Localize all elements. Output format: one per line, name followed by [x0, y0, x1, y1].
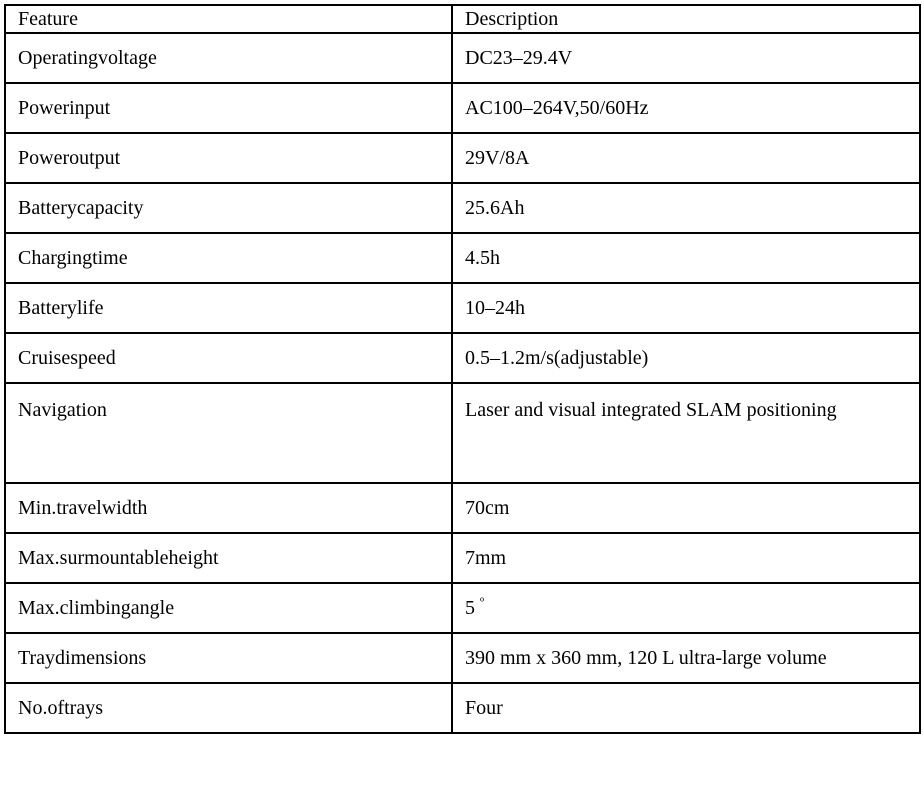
feature-cell: Min.travelwidth [5, 483, 452, 533]
description-cell: DC23–29.4V [452, 33, 920, 83]
table-row [5, 283, 920, 333]
table-header-row [5, 5, 920, 33]
table-row [5, 633, 920, 683]
table-row [5, 333, 920, 383]
table-row [5, 683, 920, 733]
table-row [5, 233, 920, 283]
description-cell: 4.5h [452, 233, 920, 283]
feature-cell: Chargingtime [5, 233, 452, 283]
description-cell: 7mm [452, 533, 920, 583]
specification-table [4, 4, 921, 734]
feature-cell: Cruisespeed [5, 333, 452, 383]
degree-icon: º [480, 594, 485, 610]
feature-cell: No.oftrays [5, 683, 452, 733]
feature-cell: Traydimensions [5, 633, 452, 683]
table-row [5, 483, 920, 533]
description-cell: 0.5–1.2m/s(adjustable) [452, 333, 920, 383]
description-cell: Four [452, 683, 920, 733]
description-cell: 70cm [452, 483, 920, 533]
angle-value: 5 [465, 597, 480, 619]
table-row [5, 383, 920, 483]
description-cell: 10–24h [452, 283, 920, 333]
feature-cell: Batterylife [5, 283, 452, 333]
description-cell: 29V/8A [452, 133, 920, 183]
table-row [5, 133, 920, 183]
feature-cell: Poweroutput [5, 133, 452, 183]
feature-cell: Max.surmountableheight [5, 533, 452, 583]
table-row [5, 83, 920, 133]
description-cell: 390 mm x 360 mm, 120 L ultra-large volume [452, 633, 920, 683]
feature-cell: Max.climbingangle [5, 583, 452, 633]
description-cell: 25.6Ah [452, 183, 920, 233]
table-row [5, 533, 920, 583]
table-row [5, 33, 920, 83]
feature-cell: Operatingvoltage [5, 33, 452, 83]
table-row [5, 183, 920, 233]
column-header-description: Description [452, 5, 920, 33]
feature-cell: Navigation [5, 383, 452, 483]
description-cell [452, 583, 920, 633]
description-cell: AC100–264V,50/60Hz [452, 83, 920, 133]
column-header-feature: Feature [5, 5, 452, 33]
description-cell: Laser and visual integrated SLAM positioning [452, 383, 920, 483]
feature-cell: Powerinput [5, 83, 452, 133]
feature-cell: Batterycapacity [5, 183, 452, 233]
table-row [5, 583, 920, 633]
